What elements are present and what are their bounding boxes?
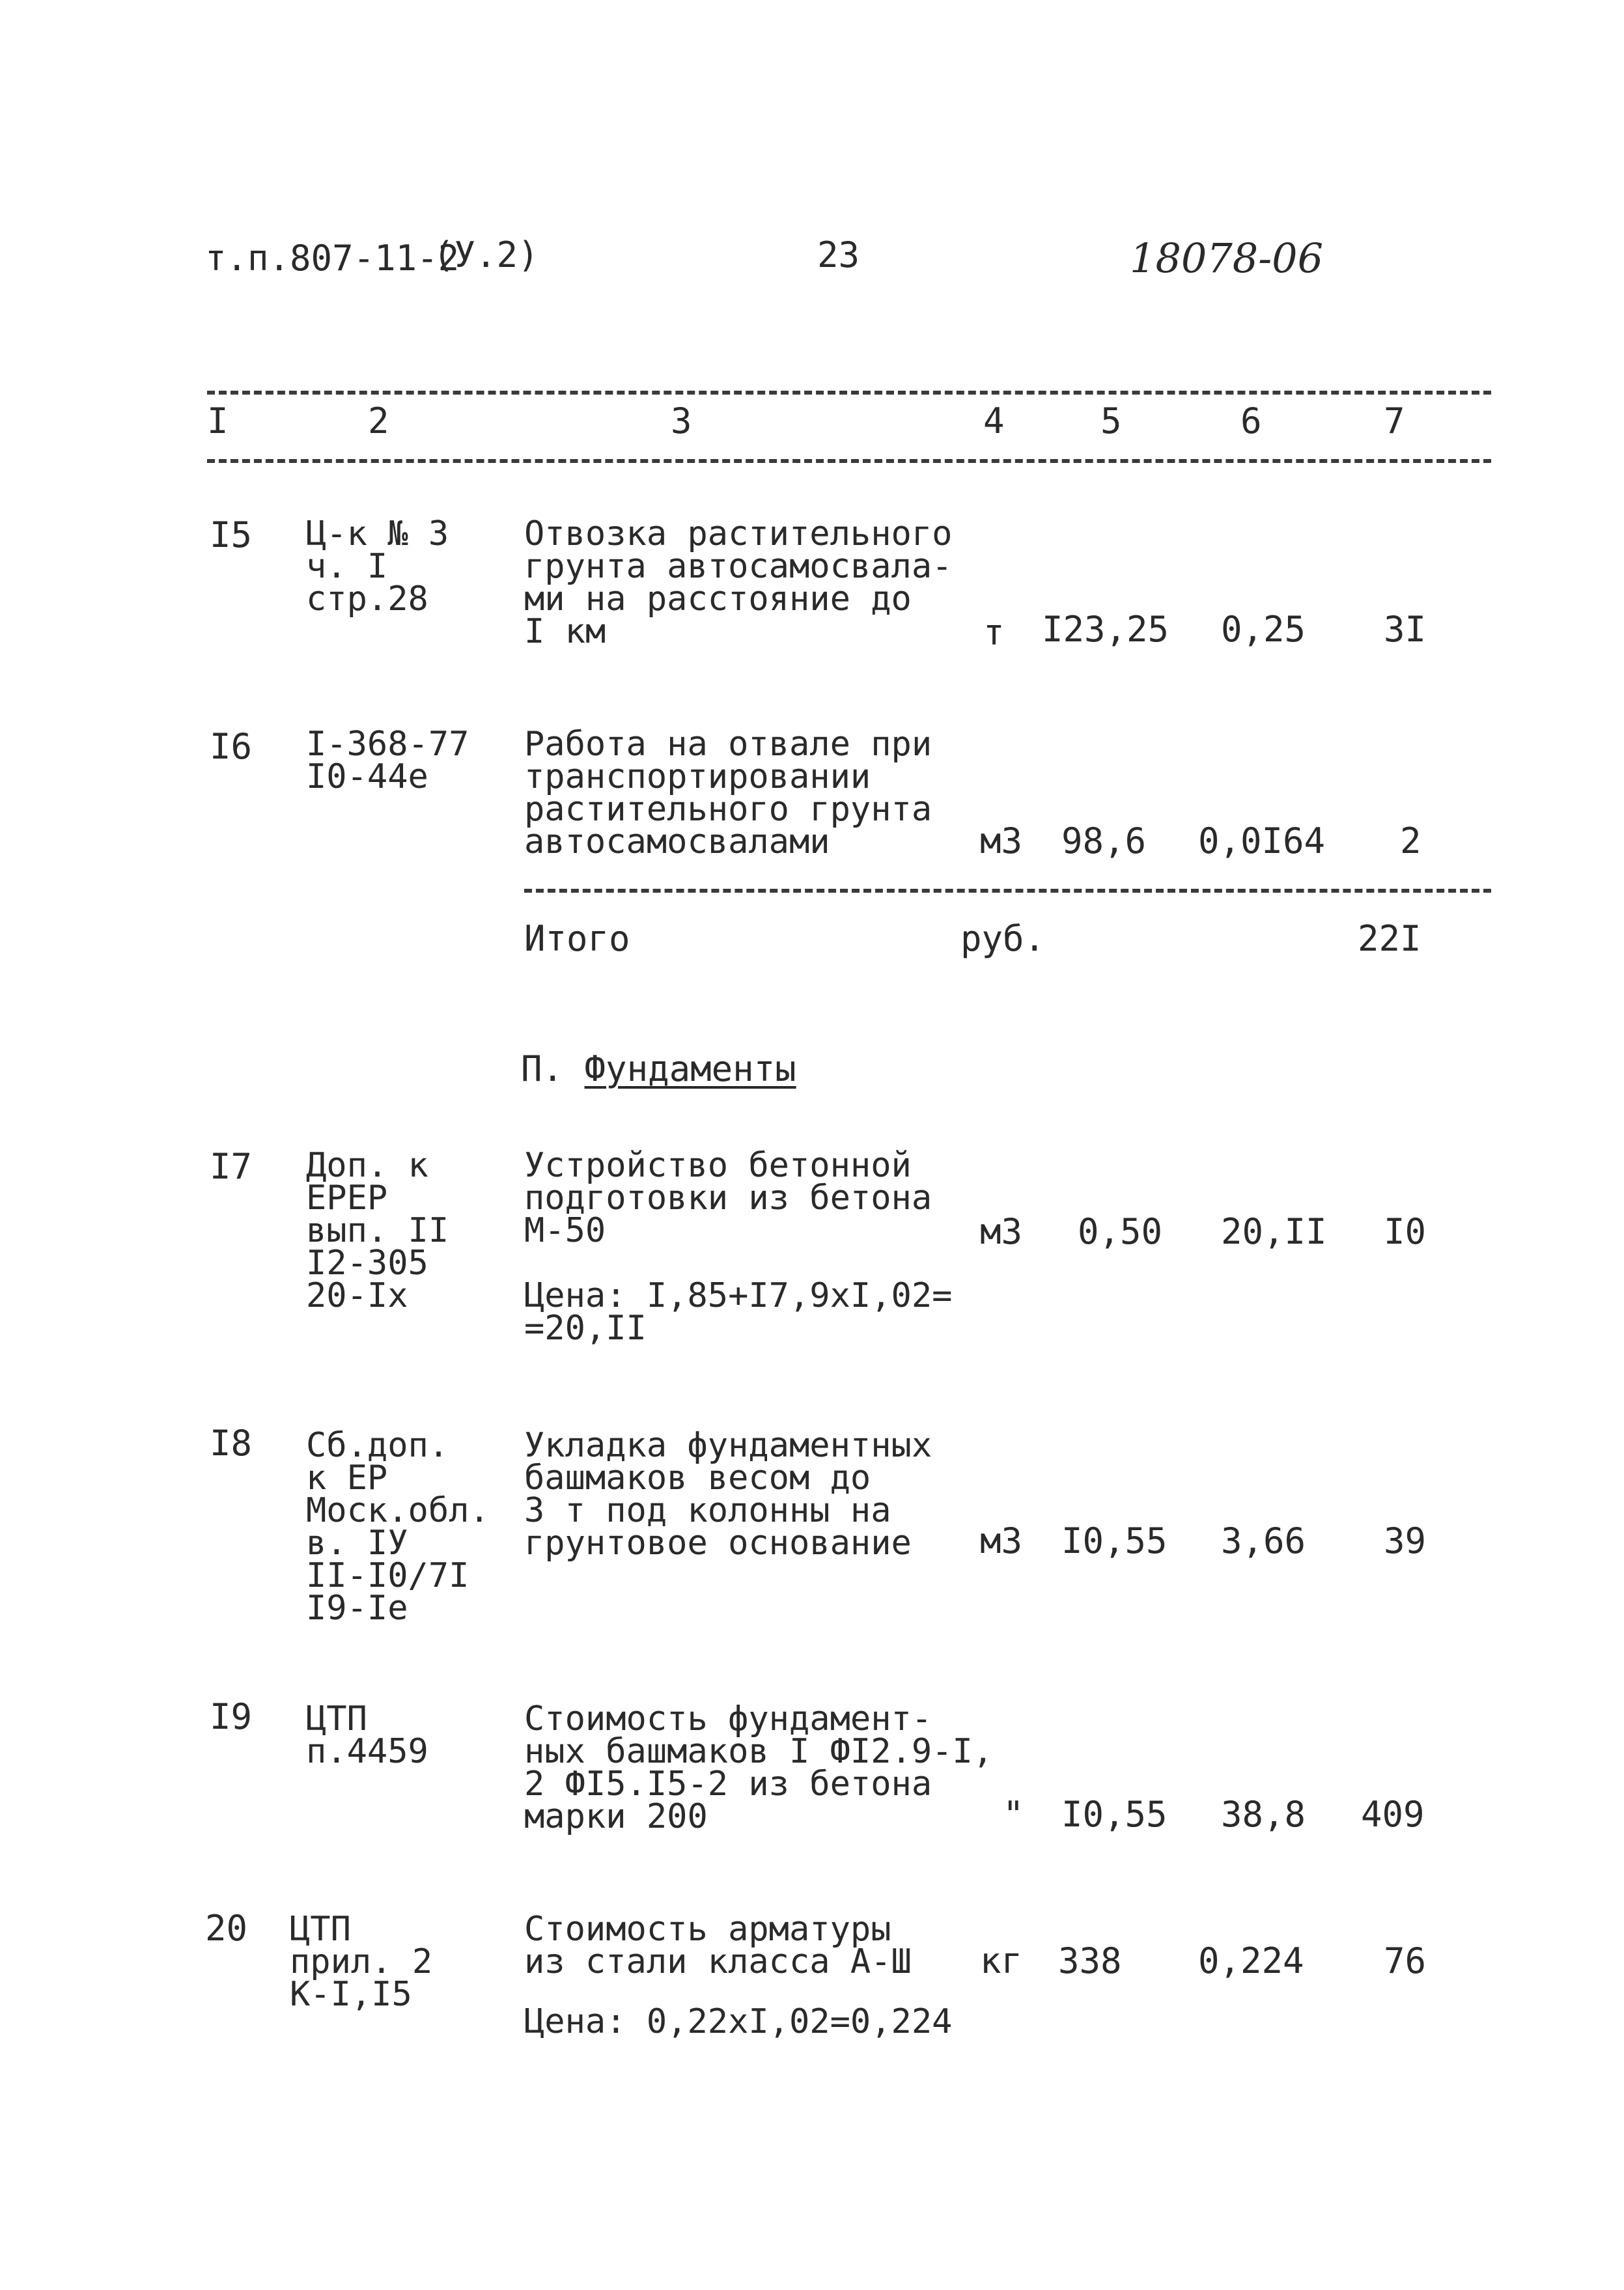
subtotal-rule (524, 889, 1491, 893)
row-unit: м3 (980, 1520, 1023, 1561)
row-quantity: 98,6 (1061, 820, 1147, 861)
row-number: I8 (210, 1423, 253, 1464)
row-number: 20 (205, 1908, 248, 1949)
row-price: 38,8 (1221, 1794, 1306, 1835)
price-calculation-note: Цена: I,85+I7,9хI,02= =20,II (524, 1276, 953, 1348)
column-header-1: I (207, 400, 229, 441)
row-reference: Ц-к № 3 ч. I стр.28 (306, 514, 449, 619)
table-top-rule (207, 391, 1491, 395)
row-reference: I-368-77 I0-44е (306, 725, 469, 796)
row-price: 0,224 (1198, 1940, 1304, 1981)
row-total: 2 (1400, 820, 1421, 861)
row-price: 0,0I64 (1198, 820, 1326, 861)
row-unit: т (983, 612, 1005, 653)
row-description: Работа на отвале при транспортировании растительного грунта автосамосвалами (524, 725, 932, 861)
row-price: 3,66 (1221, 1520, 1306, 1561)
row-total: 409 (1361, 1794, 1425, 1835)
row-number: I6 (210, 726, 253, 767)
row-description: Устройство бетонной подготовки из бетона М-50 (524, 1146, 932, 1250)
row-description: Стоимость арматуры из стали класса А-Ш (524, 1910, 912, 1981)
page-number: 23 (817, 234, 860, 275)
row-unit: м3 (980, 1211, 1023, 1252)
row-quantity: 338 (1058, 1940, 1122, 1981)
version-label: (У.2) (433, 234, 539, 275)
subtotal-label: Итого (524, 918, 630, 959)
row-reference: Сб.доп. к ЕР Моск.обл. в. IУ II-I0/7I I9-Iе (306, 1426, 490, 1628)
row-price: 0,25 (1221, 609, 1306, 650)
row-number: I7 (210, 1146, 253, 1187)
row-number: I9 (210, 1696, 253, 1737)
project-code: т.п.807-11-2 (205, 238, 460, 279)
row-description: Отвозка растительного грунта автосамосвала- ми на расстояние до I км (524, 514, 953, 651)
column-header-7: 7 (1384, 400, 1405, 441)
row-quantity: 0,50 (1078, 1211, 1163, 1252)
column-header-6: 6 (1240, 400, 1262, 441)
subtotal-total: 22I (1358, 918, 1421, 959)
row-description: Укладка фундаментных башмаков весом до 3 т под колонны на грунтовое основание (524, 1426, 932, 1563)
row-reference: Доп. к ЕРЕР вып. II I2-305 20-Iх (306, 1146, 449, 1315)
table-header-rule (207, 459, 1491, 463)
row-quantity: I23,25 (1042, 609, 1169, 650)
column-header-2: 2 (368, 400, 389, 441)
section-number: П. (521, 1048, 564, 1089)
column-header-5: 5 (1100, 400, 1122, 441)
subtotal-unit: руб. (960, 918, 1046, 959)
row-total: 39 (1384, 1520, 1427, 1561)
price-calculation-note: Цена: 0,22хI,02=0,224 (524, 2002, 953, 2041)
row-reference: ЦТП п.4459 (306, 1699, 428, 1771)
row-total: I0 (1384, 1211, 1427, 1252)
section-title: Фундаменты (584, 1048, 796, 1089)
row-total: 3I (1384, 609, 1427, 650)
row-price: 20,II (1221, 1211, 1327, 1252)
column-header-4: 4 (983, 400, 1005, 441)
row-description: Стоимость фундамент- ных башмаков I ФI2.9-I, 2 ФI5.I5-2 из бетона марки 200 (524, 1699, 994, 1836)
row-total: 76 (1384, 1940, 1427, 1981)
row-number: I5 (210, 514, 253, 555)
section-heading (521, 1048, 796, 1089)
document-number: 18078-06 (1130, 234, 1324, 282)
row-quantity: I0,55 (1061, 1794, 1168, 1835)
row-reference: ЦТП прил. 2 К-I,I5 (290, 1910, 433, 2014)
row-quantity: I0,55 (1061, 1520, 1168, 1561)
row-unit-ditto: " (1003, 1794, 1024, 1835)
row-unit: кг (980, 1940, 1023, 1981)
row-unit: м3 (980, 820, 1023, 861)
column-header-3: 3 (671, 400, 692, 441)
